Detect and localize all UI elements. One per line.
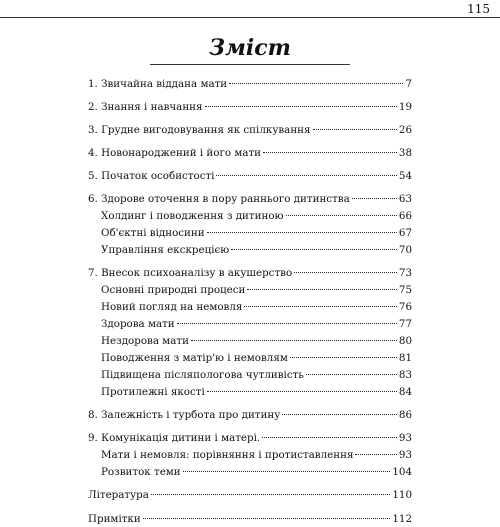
- toc-entry: [88, 168, 412, 184]
- toc-entry-label: Новий погляд на немовля: [101, 301, 243, 313]
- toc-entry-label: Об'єктні відносини: [101, 227, 205, 239]
- dot-leader: [191, 340, 397, 341]
- toc-entry-label: Мати і немовля: порівняння і протиставлення: [101, 449, 354, 461]
- dot-leader: [282, 414, 397, 415]
- dot-leader: [286, 215, 397, 216]
- toc-subentry: [101, 367, 412, 383]
- dot-leader: [177, 323, 397, 324]
- toc-entry-page: 81: [398, 352, 412, 364]
- toc-entry-label: 6. Здорове оточення в пору раннього дитинства: [88, 193, 350, 205]
- toc-entry-label: Література: [88, 489, 149, 501]
- toc-entry-label: Примітки: [88, 513, 141, 525]
- toc-entry-page: 7: [405, 78, 412, 90]
- toc-subentry: [101, 333, 412, 349]
- toc-entry-label: Управління екскрецією: [101, 244, 230, 256]
- toc-entry-label: 3. Грудне вигодовування як спілкування: [88, 124, 311, 136]
- dot-leader: [263, 152, 397, 153]
- toc-entry-page: 76: [398, 301, 412, 313]
- toc-entry-page: 38: [398, 147, 412, 159]
- toc-entry-page: 104: [392, 466, 412, 478]
- toc-entry-label: Розвиток теми: [101, 466, 181, 478]
- toc-entry: [88, 122, 412, 138]
- page-number: 115: [467, 2, 490, 16]
- toc-entry: [88, 145, 412, 161]
- page-title: Зміст: [209, 35, 291, 61]
- toc-entry-label: 8. Залежність і турбота про дитину: [88, 409, 281, 421]
- dot-leader: [183, 471, 391, 472]
- toc-entry-page: 67: [398, 227, 412, 239]
- toc-entry-page: 66: [398, 210, 412, 222]
- dot-leader: [216, 175, 396, 176]
- toc-entry-label: 9. Комунікація дитини і матері.: [88, 432, 261, 444]
- toc-entry-page: 19: [398, 101, 412, 113]
- toc-entry-page: 75: [398, 284, 412, 296]
- toc-entry-page: 86: [398, 409, 412, 421]
- toc-entry-page: 83: [398, 369, 412, 381]
- dot-leader: [355, 454, 396, 455]
- dot-leader: [262, 437, 397, 438]
- toc-entry-label: 4. Новонароджений і його мати: [88, 147, 262, 159]
- toc-entry: [88, 511, 412, 527]
- dot-leader: [231, 249, 397, 250]
- toc-entry-page: 80: [398, 335, 412, 347]
- dot-leader: [313, 129, 397, 130]
- dot-leader: [290, 357, 397, 358]
- toc-subentry: [101, 350, 412, 366]
- toc-entry-page: 112: [392, 513, 412, 525]
- dot-leader: [205, 106, 397, 107]
- toc-subentry: [101, 208, 412, 224]
- toc-entry-page: 70: [398, 244, 412, 256]
- dot-leader: [306, 374, 397, 375]
- toc-subentry: [101, 299, 412, 315]
- dot-leader: [151, 494, 390, 495]
- title-underline: [150, 64, 350, 65]
- dot-leader: [244, 306, 397, 307]
- toc-subentry: [101, 464, 412, 480]
- toc-subentry: [101, 242, 412, 258]
- toc-entry: [88, 265, 412, 281]
- toc-entry-page: 93: [398, 449, 412, 461]
- toc-entry: [88, 76, 412, 92]
- dot-leader: [229, 83, 403, 84]
- toc-entry-label: 7. Внесок психоаналізу в акушерство: [88, 267, 293, 279]
- dot-leader: [352, 198, 397, 199]
- toc-entry-label: Основні природні процеси: [101, 284, 246, 296]
- dot-leader: [294, 272, 397, 273]
- toc-entry-page: 26: [398, 124, 412, 136]
- toc-entry: [88, 487, 412, 503]
- toc-entry: [88, 430, 412, 446]
- toc-entry-page: 77: [398, 318, 412, 330]
- header-divider: [0, 17, 500, 18]
- toc-subentry: [101, 282, 412, 298]
- dot-leader: [143, 518, 391, 519]
- toc-entry-page: 73: [398, 267, 412, 279]
- toc-entry-label: Здорова мати: [101, 318, 175, 330]
- toc-entry-label: Нездорова мати: [101, 335, 189, 347]
- toc-subentry: [101, 225, 412, 241]
- toc-entry-label: Протилежні якості: [101, 386, 205, 398]
- toc-entry-label: Поводження з матір'ю і немовлям: [101, 352, 288, 364]
- toc-subentry: [101, 316, 412, 332]
- toc-entry-page: 84: [398, 386, 412, 398]
- toc-entry-page: 93: [398, 432, 412, 444]
- toc-entry-label: 5. Початок особистості: [88, 170, 215, 182]
- dot-leader: [247, 289, 397, 290]
- dot-leader: [207, 391, 397, 392]
- toc-entry-page: 63: [398, 193, 412, 205]
- dot-leader: [207, 232, 397, 233]
- toc-entry: [88, 407, 412, 423]
- toc-subentry: [101, 384, 412, 400]
- toc-subentry: [101, 447, 412, 463]
- toc-entry-page: 110: [392, 489, 412, 501]
- toc-entry: [88, 99, 412, 115]
- toc-entry-page: 54: [398, 170, 412, 182]
- toc-entry-label: 2. Знання і навчання: [88, 101, 203, 113]
- toc-entry-label: Підвищена післяпологова чутливість: [101, 369, 304, 381]
- toc-entry-label: Холдинг і поводження з дитиною: [101, 210, 284, 222]
- toc-entry: [88, 191, 412, 207]
- toc-entry-label: 1. Звичайна віддана мати: [88, 78, 228, 90]
